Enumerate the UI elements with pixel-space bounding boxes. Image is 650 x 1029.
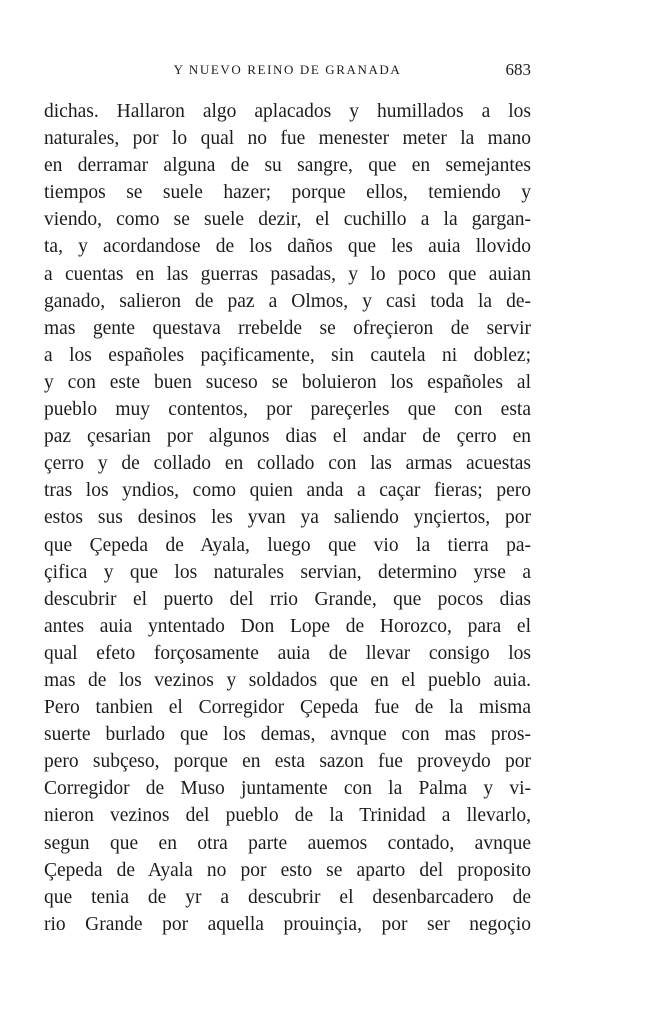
text-line: pueblo muy contentos, por pareçerles que con esta [44, 399, 531, 421]
text-line: estos sus desinos les yvan ya saliendo ynçiertos, por [44, 507, 531, 529]
text-line: çerro y de collado en collado con las armas acuestas [44, 453, 531, 475]
text-line: mas gente questava rrebelde se ofreçieron de servir [44, 317, 531, 339]
text-line: que tenia de yr a descubrir el desenbarcadero de [44, 886, 531, 908]
text-line: que Çepeda de Ayala, luego que vio la tierra pa- [44, 534, 531, 556]
text-line: descubrir el puerto del rrio Grande, que pocos dias [44, 588, 531, 610]
text-line: y con este buen suceso se boluieron los españoles al [44, 371, 531, 393]
text-line: ta, y acordandose de los daños que les auia llovido [44, 236, 531, 258]
text-line: ganado, salieron de paz a Olmos, y casi toda la de- [44, 290, 531, 312]
text-line: Çepeda de Ayala no por esto se aparto del proposito [44, 859, 531, 881]
text-line: segun que en otra parte auemos contado, avnque [44, 832, 531, 854]
text-line: a cuentas en las guerras pasadas, y lo poco que auian [44, 263, 531, 285]
text-line: dichas. Hallaron algo aplacados y humillados a los [44, 101, 531, 122]
text-line: antes auia yntentado Don Lope de Horozco, para el [44, 615, 531, 637]
text-line: qual efeto forçosamente auia de llevar consigo los [44, 642, 531, 664]
running-title: Y NUEVO REINO DE GRANADA [173, 62, 402, 77]
text-line: Corregidor de Muso juntamente con la Palma y vi- [44, 778, 531, 800]
text-line: mas de los vezinos y soldados que en el pueblo auia. [44, 669, 531, 691]
text-line: naturales, por lo qual no fue menester meter la mano [44, 128, 531, 150]
body-text [44, 98, 531, 938]
text-line: paz çesarian por algunos dias el andar de çerro en [44, 426, 531, 448]
text-line: tiempos se suele hazer; porque ellos, temiendo y [44, 182, 531, 204]
text-line: rio Grande por aquella prouinçia, por ser negoçio [44, 913, 531, 935]
text-line: suerte burlado que los demas, avnque con mas pros- [44, 724, 531, 746]
text-line: çifica y que los naturales servian, determino yrse a [44, 561, 531, 583]
text-line: viendo, como se suele dezir, el cuchillo a la gargan- [44, 209, 531, 231]
text-line: nieron vezinos del pueblo de la Trinidad a llevarlo, [44, 805, 531, 827]
text-line: pero subçeso, porque en esta sazon fue proveydo por [44, 751, 531, 773]
page-number: 683 [505, 60, 531, 79]
text-line: en derramar alguna de su sangre, que en semejantes [44, 155, 531, 177]
text-line: Pero tanbien el Corregidor Çepeda fue de la misma [44, 697, 531, 719]
text-line: tras los yndios, como quien anda a caçar fieras; pero [44, 480, 531, 502]
text-line: a los españoles paçificamente, sin cautela ni doblez; [44, 344, 531, 366]
running-head [44, 60, 531, 84]
